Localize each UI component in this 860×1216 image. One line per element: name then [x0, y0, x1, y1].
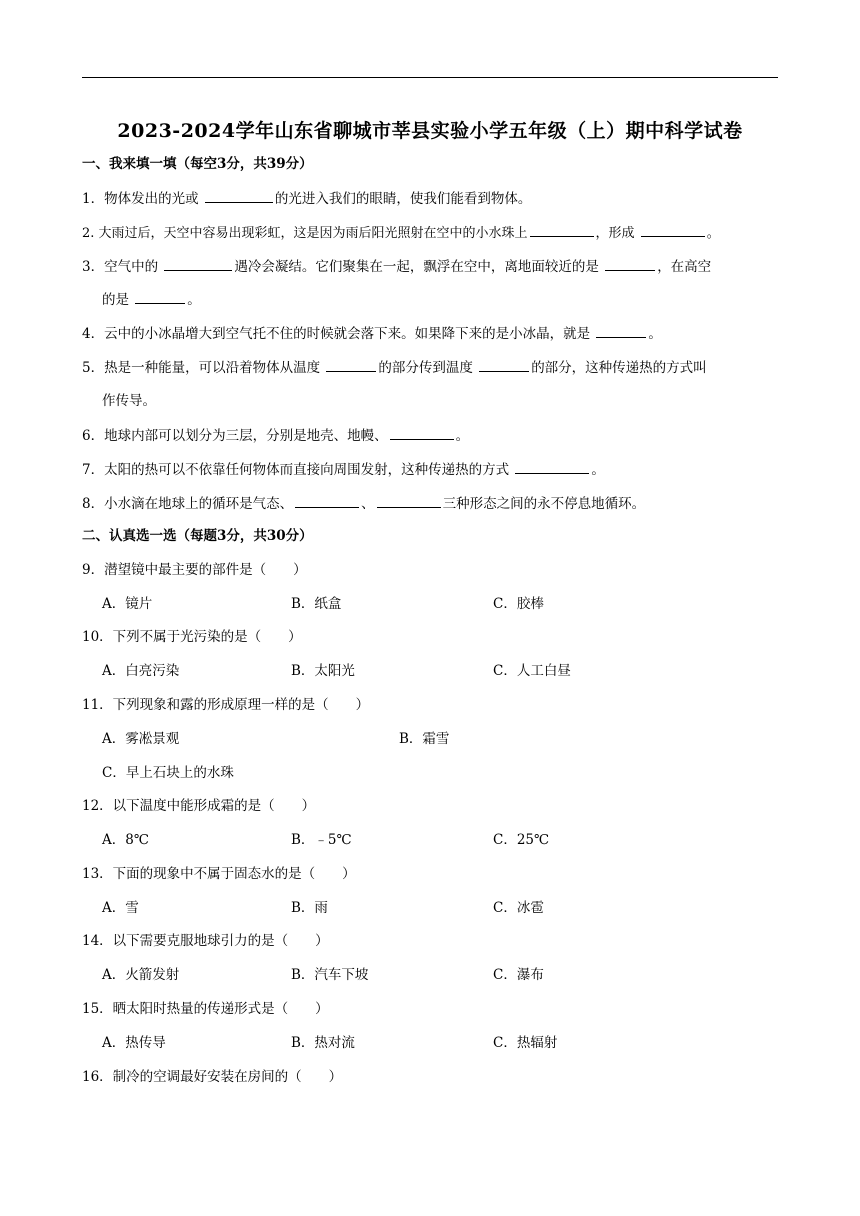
- option-b[interactable]: B．汽车下坡: [291, 967, 369, 983]
- option-c[interactable]: C．人工白昼: [493, 663, 571, 679]
- option-b[interactable]: B．﹣5℃: [291, 832, 352, 848]
- option-b[interactable]: B．纸盒: [291, 596, 342, 612]
- option-a[interactable]: A．雪: [102, 900, 139, 916]
- answer-blank[interactable]: [479, 358, 529, 372]
- answer-blank[interactable]: [295, 494, 359, 508]
- answer-blank[interactable]: [641, 223, 705, 237]
- question-1: 1．物体发出的光或 的光进入我们的眼睛，使我们能看到物体。: [82, 191, 532, 207]
- option-a[interactable]: A．8℃: [102, 832, 149, 848]
- option-a[interactable]: A．雾凇景观: [102, 731, 180, 747]
- question-4: 4．云中的小冰晶增大到空气托不住的时候就会落下来。如果降下来的是小冰晶，就是 。: [82, 326, 662, 342]
- answer-blank[interactable]: [326, 358, 376, 372]
- answer-blank[interactable]: [605, 257, 655, 271]
- answer-blank[interactable]: [596, 324, 646, 338]
- answer-blank[interactable]: [377, 494, 441, 508]
- option-b[interactable]: B．霜雪: [399, 731, 450, 747]
- question-10: 10．下列不属于光污染的是（ ）: [82, 629, 302, 645]
- option-c[interactable]: C．25℃: [493, 832, 550, 848]
- question-11: 11．下列现象和露的形成原理一样的是（ ）: [82, 697, 370, 713]
- question-13: 13．下面的现象中不属于固态水的是（ ）: [82, 866, 356, 882]
- answer-blank[interactable]: [530, 223, 594, 237]
- question-7: 7．太阳的热可以不依靠任何物体而直接向周围发射，这种传递热的方式 。: [82, 462, 605, 478]
- question-3: 3．空气中的 遇冷会凝结。它们聚集在一起，飘浮在空中，离地面较近的是 ，在高空: [82, 259, 712, 275]
- question-5: 5．热是一种能量，可以沿着物体从温度 的部分传到温度 的部分，这种传递热的方式叫: [82, 360, 707, 376]
- question-8: 8．小水滴在地球上的循环是气态、 、 三种形态之间的永不停息地循环。: [82, 496, 646, 512]
- option-c[interactable]: C．冰雹: [493, 900, 544, 916]
- option-a[interactable]: A．火箭发射: [102, 967, 180, 983]
- question-15: 15．晒太阳时热量的传递形式是（ ）: [82, 1001, 329, 1017]
- question-16: 16．制冷的空调最好安装在房间的（ ）: [82, 1069, 343, 1085]
- section-heading-fill-in: 一、我来填一填（每空3分，共39分）: [82, 156, 313, 172]
- question-3-continued: 的是 。: [102, 292, 201, 308]
- answer-blank[interactable]: [164, 257, 232, 271]
- option-b[interactable]: B．热对流: [291, 1035, 355, 1051]
- answer-blank[interactable]: [135, 290, 185, 304]
- question-14: 14．以下需要克服地球引力的是（ ）: [82, 933, 329, 949]
- option-c[interactable]: C．胶棒: [493, 596, 544, 612]
- option-a[interactable]: A．白亮污染: [102, 663, 180, 679]
- option-b[interactable]: B．雨: [291, 900, 328, 916]
- question-5-continued: 作传导。: [102, 393, 156, 409]
- page-title: 2023-2024学年山东省聊城市莘县实验小学五年级（上）期中科学试卷: [117, 120, 743, 142]
- question-12: 12．以下温度中能形成霜的是（ ）: [82, 798, 316, 814]
- option-c[interactable]: C．早上石块上的水珠: [102, 765, 234, 781]
- question-6: 6．地球内部可以划分为三层，分别是地壳、地幔、 。: [82, 428, 470, 444]
- header-rule: [82, 77, 778, 78]
- option-c[interactable]: C．热辐射: [493, 1035, 558, 1051]
- option-a[interactable]: A．镜片: [102, 596, 153, 612]
- answer-blank[interactable]: [205, 189, 273, 203]
- answer-blank[interactable]: [515, 460, 589, 474]
- option-c[interactable]: C．瀑布: [493, 967, 544, 983]
- section-heading-multiple-choice: 二、认真选一选（每题3分，共30分）: [82, 528, 313, 544]
- option-b[interactable]: B．太阳光: [291, 663, 355, 679]
- answer-blank[interactable]: [390, 426, 454, 440]
- question-2: 2. 大雨过后，天空中容易出现彩虹，这是因为雨后阳光照射在空中的小水珠上 ，形成 。: [82, 223, 720, 243]
- option-a[interactable]: A．热传导: [102, 1035, 166, 1051]
- question-9: 9．潜望镜中最主要的部件是（ ）: [82, 562, 307, 578]
